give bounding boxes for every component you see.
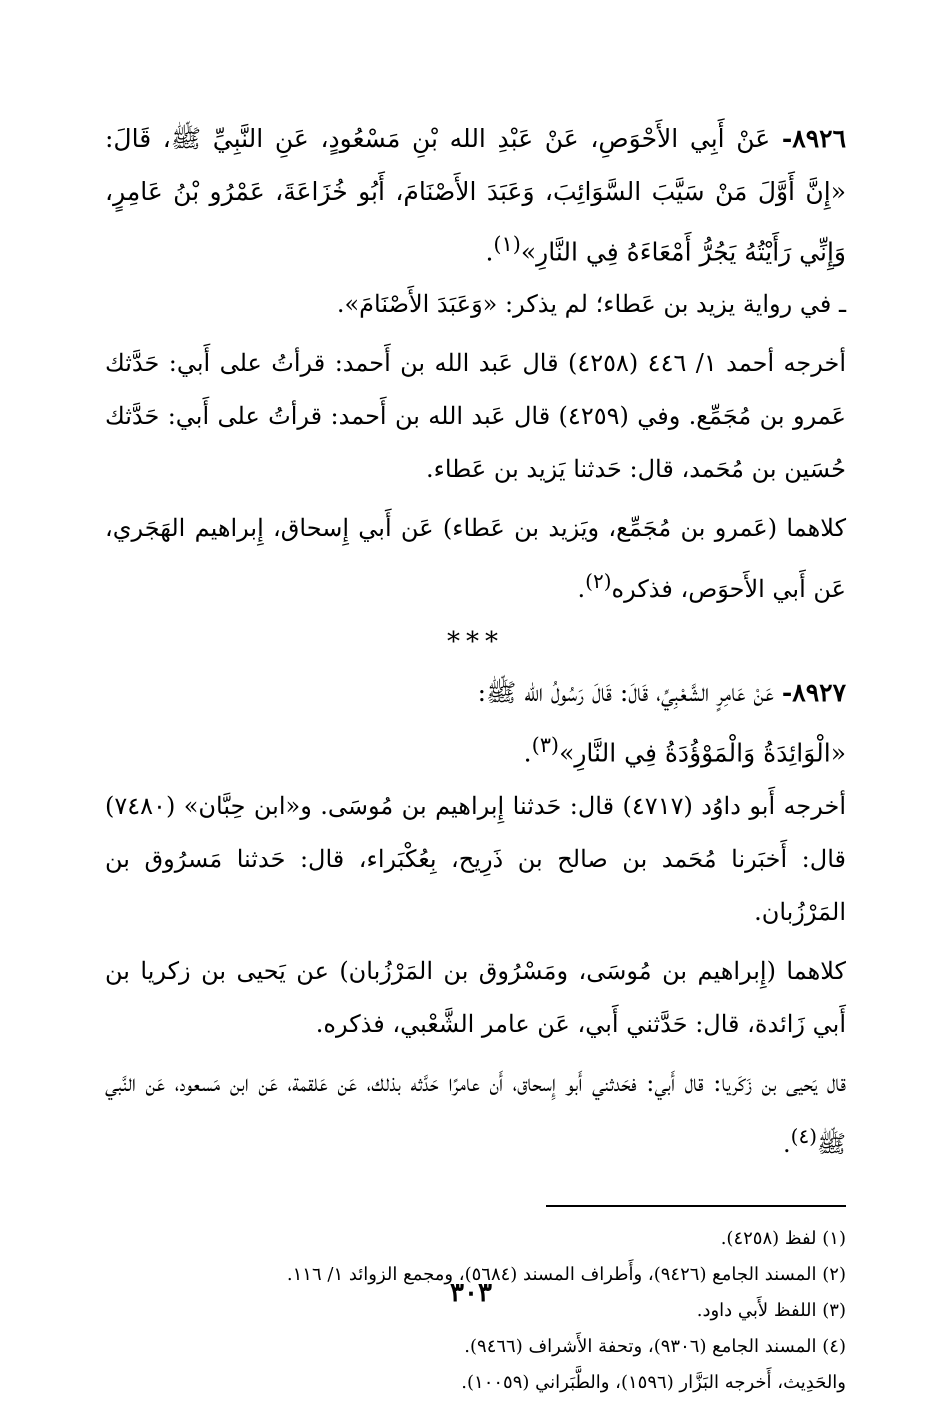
section-separator: *** bbox=[447, 627, 504, 658]
riwaya-note: ـ في رواية يزيد بن عَطاء؛ لم يذكر: «وَعَبَدَ الأَصْنَامَ». bbox=[336, 290, 846, 319]
hadith-matn: «إِنَّ أَوَّلَ مَنْ سَيَّبَ السَّوَائِبَ، وَعَبَدَ الأَصْنَامَ، أَبُو خُزَاعَةَ، عَمْرُو بْنُ عَامِرٍ، وَإِنِّي رَأَيْتُهُ يَجُرُّ أَمْعَاءَهُ فِي النَّارِ» bbox=[105, 177, 846, 267]
takhrij-paragraph: أخرجه أَبو داوُد (٤٧١٧) قال: حَدثنا إِبراهيم بن مُوسَى. و«ابن حِبَّان» (٧٤٨٠) قال: أَخبَرنا مُحَمد بن صالح بن ذَرِيح، بِعُكْبَراء، قال: حَدثنا مَسرُوق بن المَرْزُبان. bbox=[105, 791, 847, 926]
hadith-isnad: عَنْ أَبِي الأَحْوَصِ، عَنْ عَبْدِ الله بْنِ مَسْعُودٍ، عَنِ النَّبِيِّ ﷺ، قَالَ: bbox=[105, 124, 771, 153]
qala-paragraph: قال يَحيى بن زَكَريا: قال أَبي: فحَدثني أَبو إِسحاق، أَن عامرًا حَدَّثه بذلك، عَن عَلقمة، عَن ابن مَسعود، عَن النَّبي ﷺ$^{(٤)}$. bbox=[105, 1068, 846, 1158]
footnote-3: (٣) اللفظ لأَبي داود. bbox=[696, 1299, 846, 1321]
footnote-ref: (٤) bbox=[790, 1123, 817, 1148]
qala-text: قال يَحيى بن زَكَريا: قال أَبي: فحَدثني أَبو إِسحاق، أَن عامرًا حَدَّثه بذلك، عَن عَلقمة، عَن ابن مَسعود، عَن النَّبي ﷺ bbox=[105, 1068, 846, 1158]
page-number: ٣٠٣ bbox=[450, 1278, 492, 1308]
hadith-isnad: عَنْ عَامِرٍ الشَّعْبِيِّ، قَالَ: قَالَ رَسُولُ الله ﷺ: bbox=[477, 678, 774, 708]
footnote-ref: (٣) bbox=[531, 733, 560, 758]
footnote-ref: (٢) bbox=[585, 569, 612, 594]
hadith-matn: «الْوَائِدَةُ وَالْمَوْؤُدَةُ فِي النَّارِ» bbox=[559, 738, 846, 768]
hadith-8927-text: ٨٩٢٧- عَنْ عَامِرٍ الشَّعْبِيِّ، قَالَ: قَالَ رَسُولُ الله ﷺ: «الْوَائِدَةُ وَالْمَوْؤُدَةُ فِي النَّارِ»$^{(٣)}$. bbox=[477, 678, 846, 768]
footnote-4-continued: والحَدِيث، أَخرجه البَزَّار (١٥٩٦)، والطَّبَراني (١٠٠٥٩). bbox=[461, 1371, 846, 1393]
footnotes bbox=[105, 1221, 846, 1401]
footnote-1: (١) لفظ (٤٢٥٨). bbox=[720, 1227, 846, 1249]
hadith-number: ٨٩٢٦- bbox=[781, 124, 846, 153]
footnote-4: (٤) المسند الجامع (٩٣٠٦)، وتحفة الأَشراف (٩٤٦٦). bbox=[464, 1335, 846, 1357]
kilahuma-paragraph: كلاهما (عَمرو بن مُجَمِّع، ويَزيد بن عَطاء) عَن أَبي إِسحاق، إِبراهيم الهَجَري، عَن أَبي الأَحوَص، فذكره$^{(٢)}$. bbox=[105, 514, 846, 604]
footnote-ref: (١) bbox=[493, 232, 521, 256]
footnote-divider bbox=[546, 1205, 846, 1207]
takhrij-paragraph: أخرجه أحمد ١/ ٤٤٦ (٤٢٥٨) قال عَبد الله بن أَحمد: قرأتُ على أَبي: حَدَّثك عَمرو بن مُجَمِّع. وفي (٤٢٥٩) قال عَبد الله بن أَحمد: قرأتُ على أَبي: حَدَّثك حُسَين بن مُحَمد، قال: حَدثنا يَزيد بن عَطاء. bbox=[105, 349, 847, 484]
kilahuma-paragraph: كلاهما (إِبراهيم بن مُوسَى، ومَسْرُوق بن المَرْزُبان) عن يَحيى بن زكريا بن أَبي زَائدة، قال: حَدَّثني أَبي، عَن عامر الشَّعْبي، فذكره. bbox=[105, 956, 846, 1038]
footnote-2: (٢) المسند الجامع (٩٤٢٦)، وأَطراف المسند (٥٦٨٤)، ومجمع الزوائد ١/ ١١٦. bbox=[286, 1263, 846, 1285]
kilahuma-text: كلاهما (عَمرو بن مُجَمِّع، ويَزيد بن عَطاء) عَن أَبي إِسحاق، إِبراهيم الهَجَري، عَن أَبي الأَحوَص، فذكره bbox=[105, 514, 846, 604]
hadith-number: ٨٩٢٧- bbox=[781, 678, 846, 708]
hadith-8926-text: ٨٩٢٦- عَنْ أَبِي الأَحْوَصِ، عَنْ عَبْدِ الله بْنِ مَسْعُودٍ، عَنِ النَّبِيِّ ﷺ، قَالَ: «إِنَّ أَوَّلَ مَنْ سَيَّبَ السَّوَائِبَ، وَعَبَدَ الأَصْنَامَ، أَبُو خُزَاعَةَ، عَمْرُو بْنُ عَامِرٍ، وَإِنِّي رَأَيْتُهُ يَجُرُّ أَمْعَاءَهُ فِي النَّارِ»$^{(١)}$. bbox=[105, 124, 846, 267]
